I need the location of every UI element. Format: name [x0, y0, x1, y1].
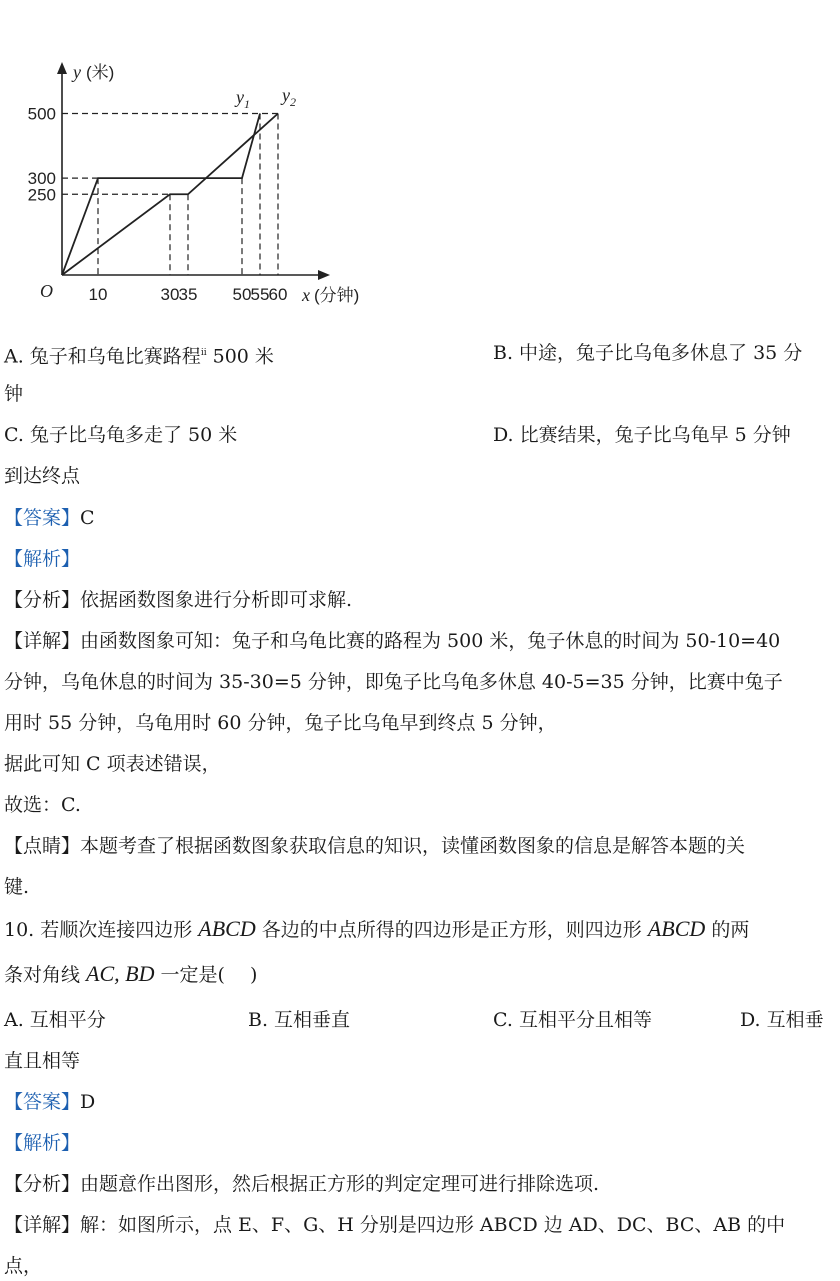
y-tick-label: 500 — [27, 104, 56, 124]
q10-answer: 【答案】D — [4, 1091, 96, 1113]
x-tick-label: 10 — [88, 285, 108, 304]
y-tick-label: 250 — [27, 185, 56, 205]
q9-xiangjie-1: 【详解】由函数图象可知：兔子和乌龟比赛的路程为 500 米，兔子休息的时间为 50-10=40 — [4, 630, 781, 652]
x-tick-label: 50 — [232, 285, 252, 304]
q9-xiangjie-5: 故选：C. — [4, 794, 81, 816]
q9-xiangjie-3: 用时 55 分钟，乌龟用时 60 分钟，兔子比乌龟早到终点 5 分钟， — [4, 712, 557, 734]
x-axis-arrow-icon — [318, 270, 330, 280]
y-tick-label: 300 — [27, 169, 56, 189]
q9-jiexi: 【解析】 — [4, 548, 81, 570]
x-axis-unit: (分钟) — [314, 286, 360, 305]
x-tick-label: 55 — [250, 285, 270, 304]
q10-xiangjie-1: 【详解】解：如图所示，点 E、F、G、H 分别是四边形 ABCD 边 AD、DC、BC、AB 的中 — [4, 1214, 786, 1236]
q9-option-d: D. 比赛结果，兔子比乌龟早 5 分钟 — [493, 424, 791, 446]
distance-time-graph — [0, 0, 420, 330]
origin-label: O — [40, 281, 53, 301]
y-axis-arrow-icon — [57, 62, 67, 74]
q9-option-a: A. 兔子和乌龟比赛路程$^ⅱ$ 500 米 — [4, 345, 274, 368]
q10-option-d-cont: 直且相等 — [4, 1050, 81, 1072]
q10-stem-2: 条对角线 AC, BD 一定是( ) — [4, 961, 258, 986]
q10-option-a: A. 互相平分 — [4, 1009, 106, 1031]
q9-xiangjie-2: 分钟，乌龟休息的时间为 35-30=5 分钟，即兔子比乌龟多休息 40-5=35 分钟，比赛中兔子 — [4, 671, 783, 693]
q9-dianjing-1: 【点睛】本题考查了根据函数图象获取信息的知识，读懂函数图象的信息是解答本题的关 — [4, 835, 746, 857]
q10-xiangjie-2: 点， — [4, 1255, 43, 1277]
q10-option-b: B. 互相垂直 — [248, 1009, 351, 1031]
series-line-y1 — [62, 114, 260, 276]
q9-option-c: C. 兔子比乌龟多走了 50 米 — [4, 424, 238, 446]
q10-stem-1: 10. 若顺次连接四边形 ABCD 各边的中点所得的四边形是正方形，则四边形 ABCD 的两 — [4, 916, 750, 941]
q10-option-c: C. 互相平分且相等 — [493, 1009, 652, 1031]
q9-option-b-cont: 钟 — [4, 383, 24, 405]
q9-answer: 【答案】C — [4, 507, 95, 529]
x-tick-label: 35 — [178, 285, 198, 304]
x-axis-variable: x — [302, 285, 310, 305]
x-tick-label: 30 — [160, 285, 180, 304]
q9-option-d-cont: 到达终点 — [4, 465, 81, 487]
y-axis-variable: y — [73, 62, 81, 82]
q9-xiangjie-4: 据此可知 C 项表述错误， — [4, 753, 221, 775]
x-tick-label: 60 — [268, 285, 288, 304]
q9-fenxi: 【分析】依据函数图象进行分析即可求解. — [4, 589, 353, 611]
q10-fenxi: 【分析】由题意作出图形，然后根据正方形的判定定理可进行排除选项. — [4, 1173, 600, 1195]
y-axis-unit: (米) — [86, 63, 115, 82]
q10-option-d: D. 互相垂 — [740, 1009, 824, 1031]
series-y2-label: $y_2$ — [282, 85, 296, 109]
q9-option-b: B. 中途，兔子比乌龟多休息了 35 分 — [493, 342, 803, 364]
q9-dianjing-2: 键. — [4, 876, 30, 898]
q10-jiexi: 【解析】 — [4, 1132, 81, 1154]
series-y1-label: $y_1$ — [236, 87, 250, 111]
